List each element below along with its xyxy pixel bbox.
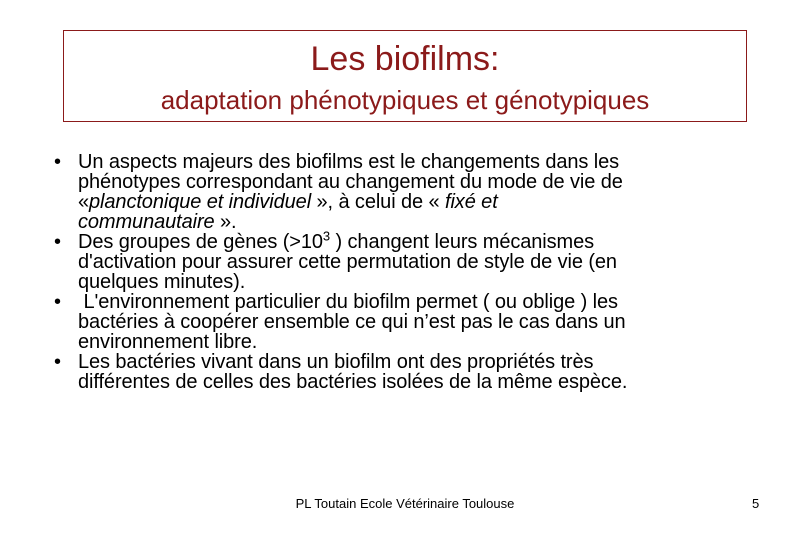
bullet-item-1 — [54, 152, 764, 232]
page-number: 5 — [752, 496, 760, 511]
bullet-line: Un aspects majeurs des biofilms est le changements dans les — [78, 151, 620, 173]
bullet-line: Des groupes de gènes ($>10^3$ ) changent leurs mécanismes — [78, 228, 595, 253]
bullet-list — [54, 152, 764, 392]
bullet-marker: • — [54, 291, 61, 313]
slide-footer: PL Toutain Ecole Vétérinaire Toulouse — [295, 496, 515, 511]
bullet-marker: • — [54, 231, 61, 253]
slide-title: Les biofilms: — [310, 40, 500, 78]
bullet-line: L'environnement particulier du biofilm permet ( ou oblige ) les — [78, 291, 618, 313]
bullet-line: quelques minutes). — [78, 271, 246, 293]
bullet-line: différentes de celles des bactéries isolées de la même espèce. — [78, 371, 628, 393]
bullet-line: bactéries à coopérer ensemble ce qui n’est pas le cas dans un — [78, 311, 626, 333]
bullet-marker: • — [54, 351, 61, 373]
bullet-line: Les bactéries vivant dans un biofilm ont des propriétés très — [78, 351, 594, 373]
bullet-item-3 — [54, 292, 764, 352]
bullet-item-2 — [54, 228, 764, 293]
title-box — [63, 30, 747, 122]
bullet-marker: • — [54, 151, 61, 173]
bullet-line: phénotypes correspondant au changement du mode de vie de — [78, 171, 623, 193]
bullet-line: communautaire ». — [78, 211, 237, 233]
bullet-line: environnement libre. — [78, 331, 258, 353]
bullet-line: «planctonique et individuel », à celui de « fixé et — [78, 191, 498, 213]
slide-subtitle: adaptation phénotypiques et génotypiques — [160, 85, 650, 115]
bullet-item-4 — [54, 352, 764, 392]
bullet-line: d'activation pour assurer cette permutation de style de vie (en — [78, 251, 617, 273]
